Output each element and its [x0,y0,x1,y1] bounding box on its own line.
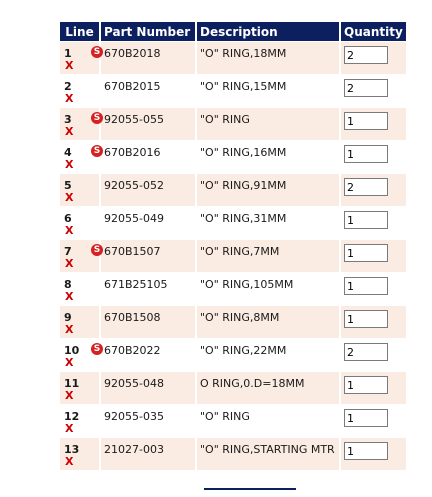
line-cell [60,438,99,470]
line-number: 13 [64,443,80,456]
line-cell-content [60,240,99,272]
part-number-text: 671B25105 [104,278,168,291]
delete-line-icon[interactable]: X [65,257,74,270]
column-header-line: Line [60,22,99,41]
quantity-cell [341,75,406,107]
table-row [60,240,406,272]
quantity-cell [341,108,406,140]
quantity-input[interactable] [344,46,388,64]
part-number-text: 670B2016 [104,146,161,159]
table-bottom-edge [204,488,296,490]
line-cell [60,141,99,173]
quantity-cell [341,240,406,272]
quantity-input[interactable] [344,310,388,328]
line-number: 5 [64,179,72,192]
description-text: "O" RING,18MM [200,47,287,60]
part-number-cell [101,405,195,437]
description-text: "O" RING,15MM [200,80,287,93]
delete-line-icon[interactable]: X [65,356,74,369]
quantity-input[interactable] [344,211,388,229]
line-number: 4 [64,146,72,159]
description-cell [197,240,339,272]
description-cell [197,174,339,206]
table-row [60,141,406,173]
quantity-input[interactable] [344,409,388,427]
description-text: "O" RING,7MM [200,245,280,258]
quantity-input[interactable] [344,244,388,262]
part-number-cell [101,108,195,140]
part-number-text: 670B2015 [104,80,161,93]
delete-line-icon[interactable]: X [65,158,74,171]
delete-line-icon[interactable]: X [65,323,74,336]
table-row [60,75,406,107]
line-number: 3 [64,113,72,126]
description-cell [197,405,339,437]
description-text: "O" RING,105MM [200,278,294,291]
table-row [60,42,406,74]
line-cell-content [60,306,99,338]
line-cell-content [60,174,99,206]
table-row [60,438,406,470]
line-cell-content [60,405,99,437]
part-number-text: 21027-003 [104,443,164,456]
table-row [60,339,406,371]
line-cell [60,108,99,140]
superseded-icon[interactable]: S [91,343,103,355]
line-cell [60,174,99,206]
quantity-cell [341,174,406,206]
part-number-cell [101,438,195,470]
description-cell [197,75,339,107]
description-text: "O" RING [200,410,250,423]
table-row [60,174,406,206]
table-row [60,306,406,338]
table-row [60,108,406,140]
line-cell [60,207,99,239]
line-cell [60,306,99,338]
line-cell [60,42,99,74]
line-number: 11 [64,377,80,390]
parts-list-body [60,42,406,470]
part-number-cell [101,141,195,173]
quantity-cell [341,405,406,437]
line-cell-content [60,42,99,74]
description-cell [197,438,339,470]
quantity-cell [341,141,406,173]
quantity-cell [341,207,406,239]
line-cell-content [60,108,99,140]
quantity-input[interactable] [344,343,388,361]
parts-list-table [58,21,408,471]
delete-line-icon[interactable]: X [65,389,74,402]
delete-line-icon[interactable]: X [65,59,74,72]
line-cell [60,240,99,272]
column-header-part-number: Part Number [101,22,195,41]
superseded-icon[interactable]: S [91,112,103,124]
table-row [60,405,406,437]
line-number: 6 [64,212,72,225]
quantity-input[interactable] [344,277,388,295]
part-number-text: 670B1507 [104,245,161,258]
part-number-cell [101,273,195,305]
description-cell [197,108,339,140]
delete-line-icon[interactable]: X [65,92,74,105]
delete-line-icon[interactable]: X [65,422,74,435]
delete-line-icon[interactable]: X [65,224,74,237]
part-number-text: 92055-049 [104,212,164,225]
description-cell [197,207,339,239]
description-text: "O" RING,8MM [200,311,280,324]
table-header-row [60,22,406,41]
part-number-text: 670B2018 [104,47,161,60]
description-text: O RING,0.D=18MM [200,377,305,390]
line-cell-content [60,141,99,173]
line-number: 2 [64,80,72,93]
line-cell [60,372,99,404]
quantity-cell [341,339,406,371]
part-number-cell [101,174,195,206]
quantity-input[interactable] [344,442,388,460]
line-cell-content [60,438,99,470]
delete-line-icon[interactable]: X [65,290,74,303]
superseded-icon[interactable]: S [91,46,103,58]
part-number-text: 92055-048 [104,377,164,390]
part-number-cell [101,240,195,272]
description-text: "O" RING,22MM [200,344,287,357]
quantity-cell [341,42,406,74]
description-text: "O" RING [200,113,250,126]
line-number: 12 [64,410,80,423]
part-number-cell [101,372,195,404]
description-cell [197,141,339,173]
superseded-icon[interactable]: S [91,244,103,256]
line-number: 8 [64,278,72,291]
delete-line-icon[interactable]: X [65,455,74,468]
description-cell [197,306,339,338]
quantity-cell [341,273,406,305]
description-cell [197,42,339,74]
description-text: "O" RING,16MM [200,146,287,159]
description-text: "O" RING,91MM [200,179,287,192]
line-cell-content [60,339,99,371]
line-cell [60,339,99,371]
quantity-cell [341,438,406,470]
quantity-cell [341,372,406,404]
description-cell [197,339,339,371]
part-number-text: 92055-052 [104,179,164,192]
line-cell-content [60,75,99,107]
line-number: 1 [64,47,72,60]
column-header-description: Description [197,22,339,41]
part-number-text: 670B1508 [104,311,161,324]
quantity-input[interactable] [344,112,388,130]
table-row [60,372,406,404]
part-number-cell [101,207,195,239]
line-cell-content [60,273,99,305]
quantity-input[interactable] [344,79,388,97]
line-cell [60,273,99,305]
description-text: "O" RING,31MM [200,212,287,225]
line-number: 10 [64,344,80,357]
column-header-quantity: Quantity [341,22,406,41]
line-number: 7 [64,245,72,258]
line-cell-content [60,372,99,404]
superseded-icon[interactable]: S [91,145,103,157]
quantity-input[interactable] [344,178,388,196]
part-number-text: 92055-035 [104,410,164,423]
quantity-cell [341,306,406,338]
table-row [60,207,406,239]
part-number-cell [101,339,195,371]
line-number: 9 [64,311,72,324]
table-row [60,273,406,305]
part-number-text: 670B2022 [104,344,161,357]
line-cell [60,75,99,107]
delete-line-icon[interactable]: X [65,191,74,204]
description-text: "O" RING,STARTING MTR [200,443,335,456]
line-cell-content [60,207,99,239]
description-cell [197,372,339,404]
part-number-cell [101,75,195,107]
description-cell [197,273,339,305]
line-cell [60,405,99,437]
part-number-text: 92055-055 [104,113,164,126]
delete-line-icon[interactable]: X [65,125,74,138]
quantity-input[interactable] [344,145,388,163]
quantity-input[interactable] [344,376,388,394]
part-number-cell [101,42,195,74]
part-number-cell [101,306,195,338]
